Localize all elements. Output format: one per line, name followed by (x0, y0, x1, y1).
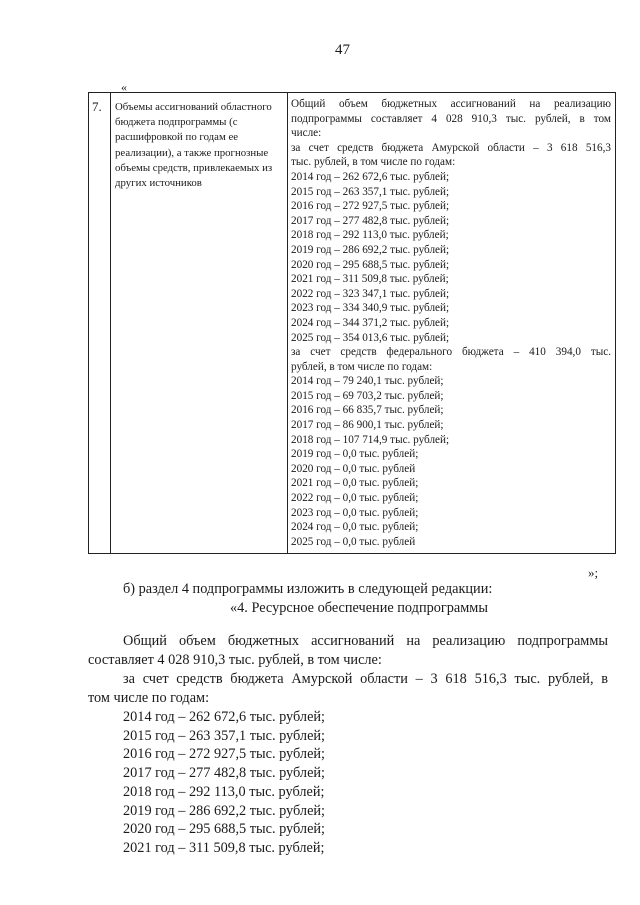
federal-year-line: 2016 год – 66 835,7 тыс. рублей; (291, 404, 444, 417)
body-year-line: 2020 год – 295 688,5 тыс. рублей; (123, 821, 326, 838)
body-year-line: 2016 год – 272 927,5 тыс. рублей; (123, 746, 326, 763)
total-line: Общий объем бюджетных ассигнований на реализацию (291, 98, 611, 110)
regional-year-line: 2016 год – 272 927,5 тыс. рублей; (291, 200, 450, 213)
opening-quote: « (121, 80, 127, 94)
regional-year-line: 2020 год – 295 688,5 тыс. рублей; (291, 258, 450, 271)
subprogram-passport-table (88, 92, 616, 554)
federal-year-line: 2014 год – 79 240,1 тыс. рублей; (291, 375, 444, 388)
federal-year-line: 2019 год – 0,0 тыс. рублей; (291, 448, 419, 461)
regional-budget-line: за счет средств бюджета Амурской области – 3 618 516,3 (291, 141, 611, 154)
page-number: 47 (335, 42, 350, 58)
regional-year-line: 2019 год – 286 692,2 тыс. рублей; (291, 243, 450, 256)
federal-year-line: 2021 год – 0,0 тыс. рублей; (291, 477, 419, 490)
regional-year-line: 2024 год – 344 371,2 тыс. рублей; (291, 316, 450, 329)
regional-year-line: 2025 год – 354 013,6 тыс. рублей; (291, 331, 450, 344)
regional-year-line: 2023 год – 334 340,9 тыс. рублей; (291, 302, 450, 315)
federal-year-line: 2017 год – 86 900,1 тыс. рублей; (291, 419, 444, 432)
body-total-line: Общий объем бюджетных ассигнований на реализацию подпрограммы (123, 633, 608, 649)
regional-budget-line: тыс. рублей, в том числе по годам: (291, 156, 456, 169)
total-line: числе: (291, 127, 322, 140)
regional-year-line: 2022 год – 323 347,1 тыс. рублей; (291, 287, 450, 300)
body-regional-line: за счет средств бюджета Амурской области – 3 618 516,3 тыс. рублей, в (123, 671, 608, 687)
row-name: Объемы ассигнований областного бюджета подпрограммы (с расшифровкой по годам ее реализации), а также прогнозные объемы средств, привлекаемых из других источников (115, 101, 273, 190)
federal-year-line: 2015 год – 69 703,2 тыс. рублей; (291, 389, 444, 402)
body-regional-line: том числе по годам: (88, 690, 210, 706)
body-year-line: 2018 год – 292 113,0 тыс. рублей; (123, 783, 325, 800)
row-name-cell (111, 93, 288, 553)
section-title: «4. Ресурсное обеспечение подпрограммы (230, 600, 488, 616)
regional-year-line: 2017 год – 277 482,8 тыс. рублей; (291, 214, 450, 227)
section-body (88, 632, 608, 858)
body-year-line: 2014 год – 262 672,6 тыс. рублей; (123, 709, 326, 725)
regional-year-line: 2018 год – 292 113,0 тыс. рублей; (291, 229, 449, 242)
section-intro: б) раздел 4 подпрограммы изложить в следующей редакции: (123, 581, 493, 597)
amendment-paragraph (88, 580, 608, 618)
closing-quote: »; (588, 565, 599, 580)
body-year-line: 2017 год – 277 482,8 тыс. рублей; (123, 765, 326, 782)
body-year-line: 2021 год – 311 509,8 тыс. рублей; (123, 839, 325, 856)
federal-year-line: 2022 год – 0,0 тыс. рублей; (291, 492, 419, 505)
federal-budget-line: рублей, в том числе по годам: (291, 360, 433, 373)
federal-year-line: 2023 год – 0,0 тыс. рублей; (291, 506, 419, 519)
row-value-cell (288, 93, 615, 553)
body-total-line: составляет 4 028 910,3 тыс. рублей, в том числе: (88, 652, 382, 668)
regional-year-line: 2015 год – 263 357,1 тыс. рублей; (291, 185, 450, 198)
row-number-cell (89, 93, 111, 553)
row-number: 7. (92, 99, 102, 114)
regional-year-line: 2014 год – 262 672,6 тыс. рублей; (291, 170, 450, 183)
federal-year-line: 2025 год – 0,0 тыс. рублей (291, 535, 416, 548)
body-year-line: 2015 год – 263 357,1 тыс. рублей; (123, 727, 326, 744)
federal-year-line: 2024 год – 0,0 тыс. рублей; (291, 521, 419, 534)
total-line: подпрограммы составляет 4 028 910,3 тыс. рублей, в том (291, 112, 611, 125)
federal-year-line: 2018 год – 107 714,9 тыс. рублей; (291, 433, 450, 446)
federal-budget-line: за счет средств федерального бюджета – 410 394,0 тыс. (291, 346, 611, 359)
body-year-line: 2019 год – 286 692,2 тыс. рублей; (123, 802, 326, 819)
regional-year-line: 2021 год – 311 509,8 тыс. рублей; (291, 273, 449, 286)
federal-year-line: 2020 год – 0,0 тыс. рублей (291, 462, 416, 475)
